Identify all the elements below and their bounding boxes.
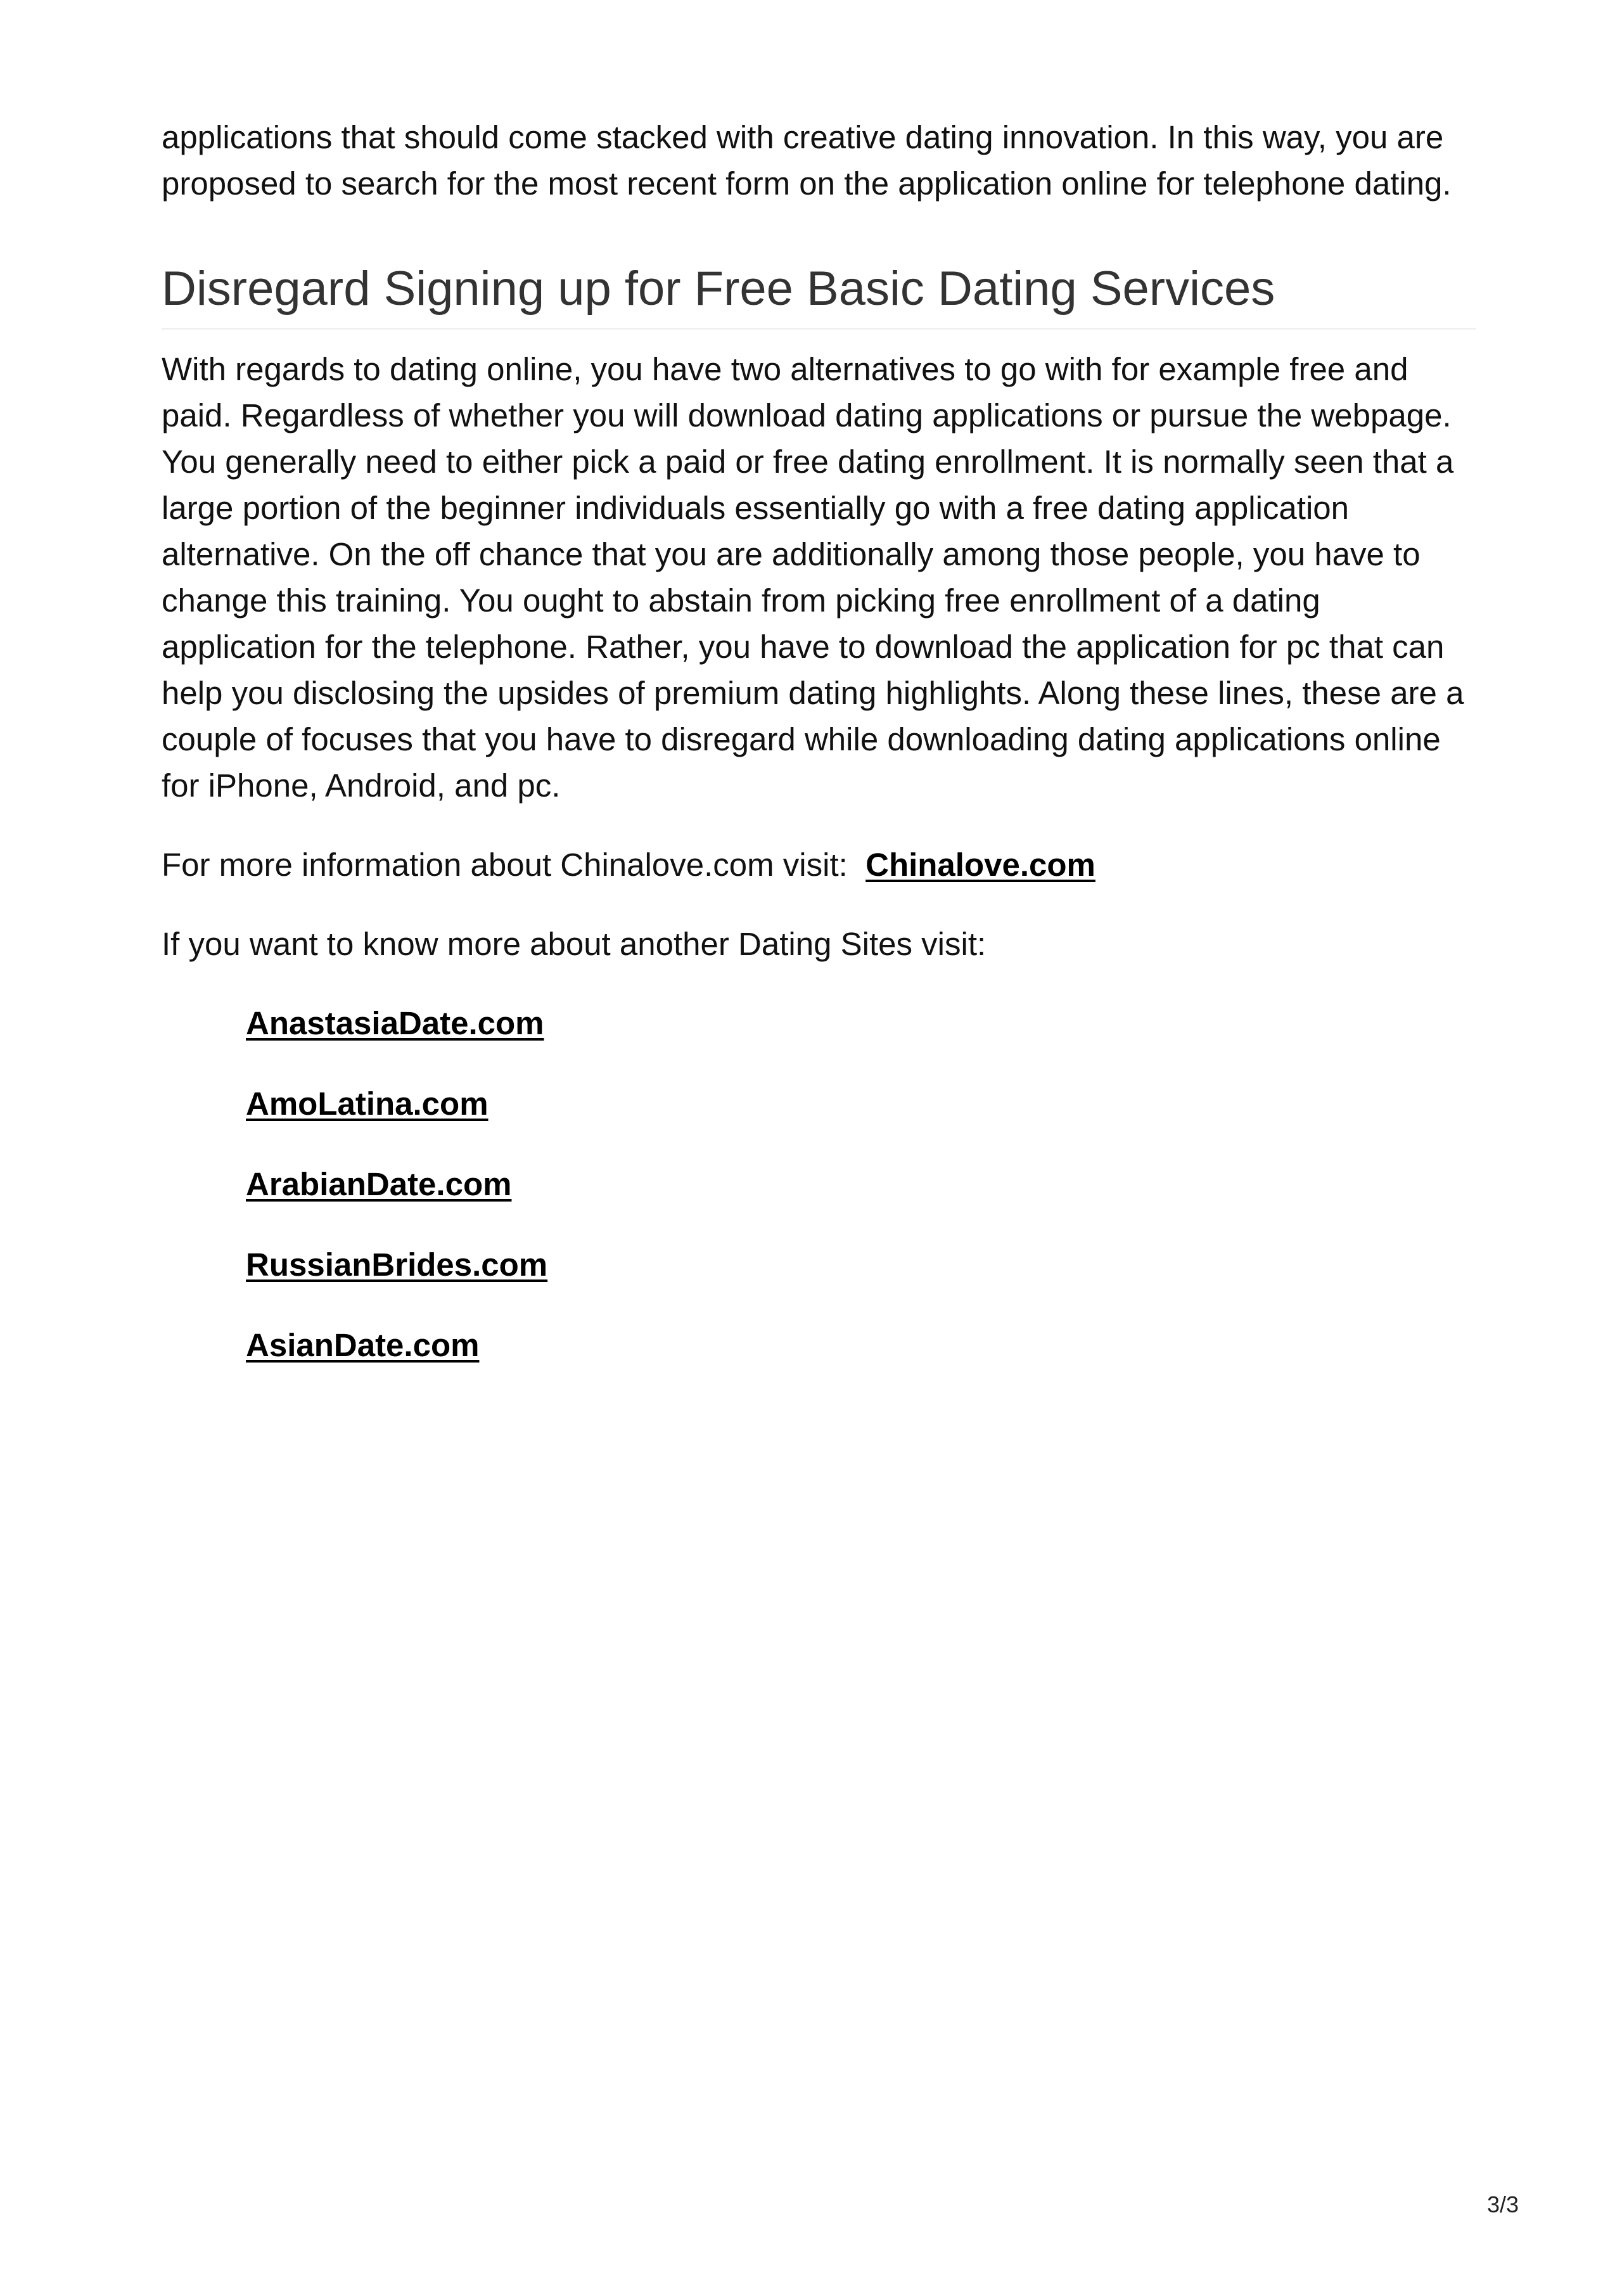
intro-paragraph: applications that should come stacked with creative dating innovation. In this way, you are proposed to search for the most recent form on the application online for telephone dating. bbox=[162, 119, 1452, 202]
list-item bbox=[246, 1322, 1476, 1368]
list-item bbox=[246, 1161, 1476, 1207]
document-page bbox=[162, 114, 1476, 1402]
asiandate-link[interactable]: AsianDate.com bbox=[246, 1327, 480, 1363]
body-paragraph: With regards to dating online, you have two alternatives to go with for example free and paid. Regardless of whether you will download dating applications or pursue the webpage. You generally need to either pick a paid or free dating enrollment. It is normally seen that a large portion of the beginner individuals essentially go with a free dating application alternative. On the off chance that you are additionally among those people, you have to change this training. You ought to abstain from picking free enrollment of a dating application for the telephone. Rather, you have to download the application for pc that can help you disclosing the upsides of premium dating highlights. Along these lines, these are a couple of focuses that you have to disregard while downloading dating applications online for iPhone, Android, and pc. bbox=[162, 351, 1464, 804]
anastasiadate-link[interactable]: AnastasiaDate.com bbox=[246, 1005, 544, 1041]
chinalove-link[interactable]: Chinalove.com bbox=[865, 847, 1095, 883]
list-item bbox=[246, 1000, 1476, 1046]
other-sites-text: If you want to know more about another Dating Sites visit: bbox=[162, 926, 987, 962]
page-number: 3/3 bbox=[1486, 2191, 1519, 2217]
section-heading: Disregard Signing up for Free Basic Dating Services bbox=[162, 257, 1476, 330]
russianbrides-link[interactable]: RussianBrides.com bbox=[246, 1247, 548, 1283]
more-info-line bbox=[162, 842, 1476, 888]
more-info-text: For more information about Chinalove.com visit: bbox=[162, 847, 848, 883]
amolatina-link[interactable]: AmoLatina.com bbox=[246, 1086, 489, 1122]
list-item bbox=[246, 1241, 1476, 1288]
list-item bbox=[246, 1081, 1476, 1127]
arabiandate-link[interactable]: ArabianDate.com bbox=[246, 1166, 512, 1202]
dating-sites-list bbox=[162, 1000, 1476, 1368]
